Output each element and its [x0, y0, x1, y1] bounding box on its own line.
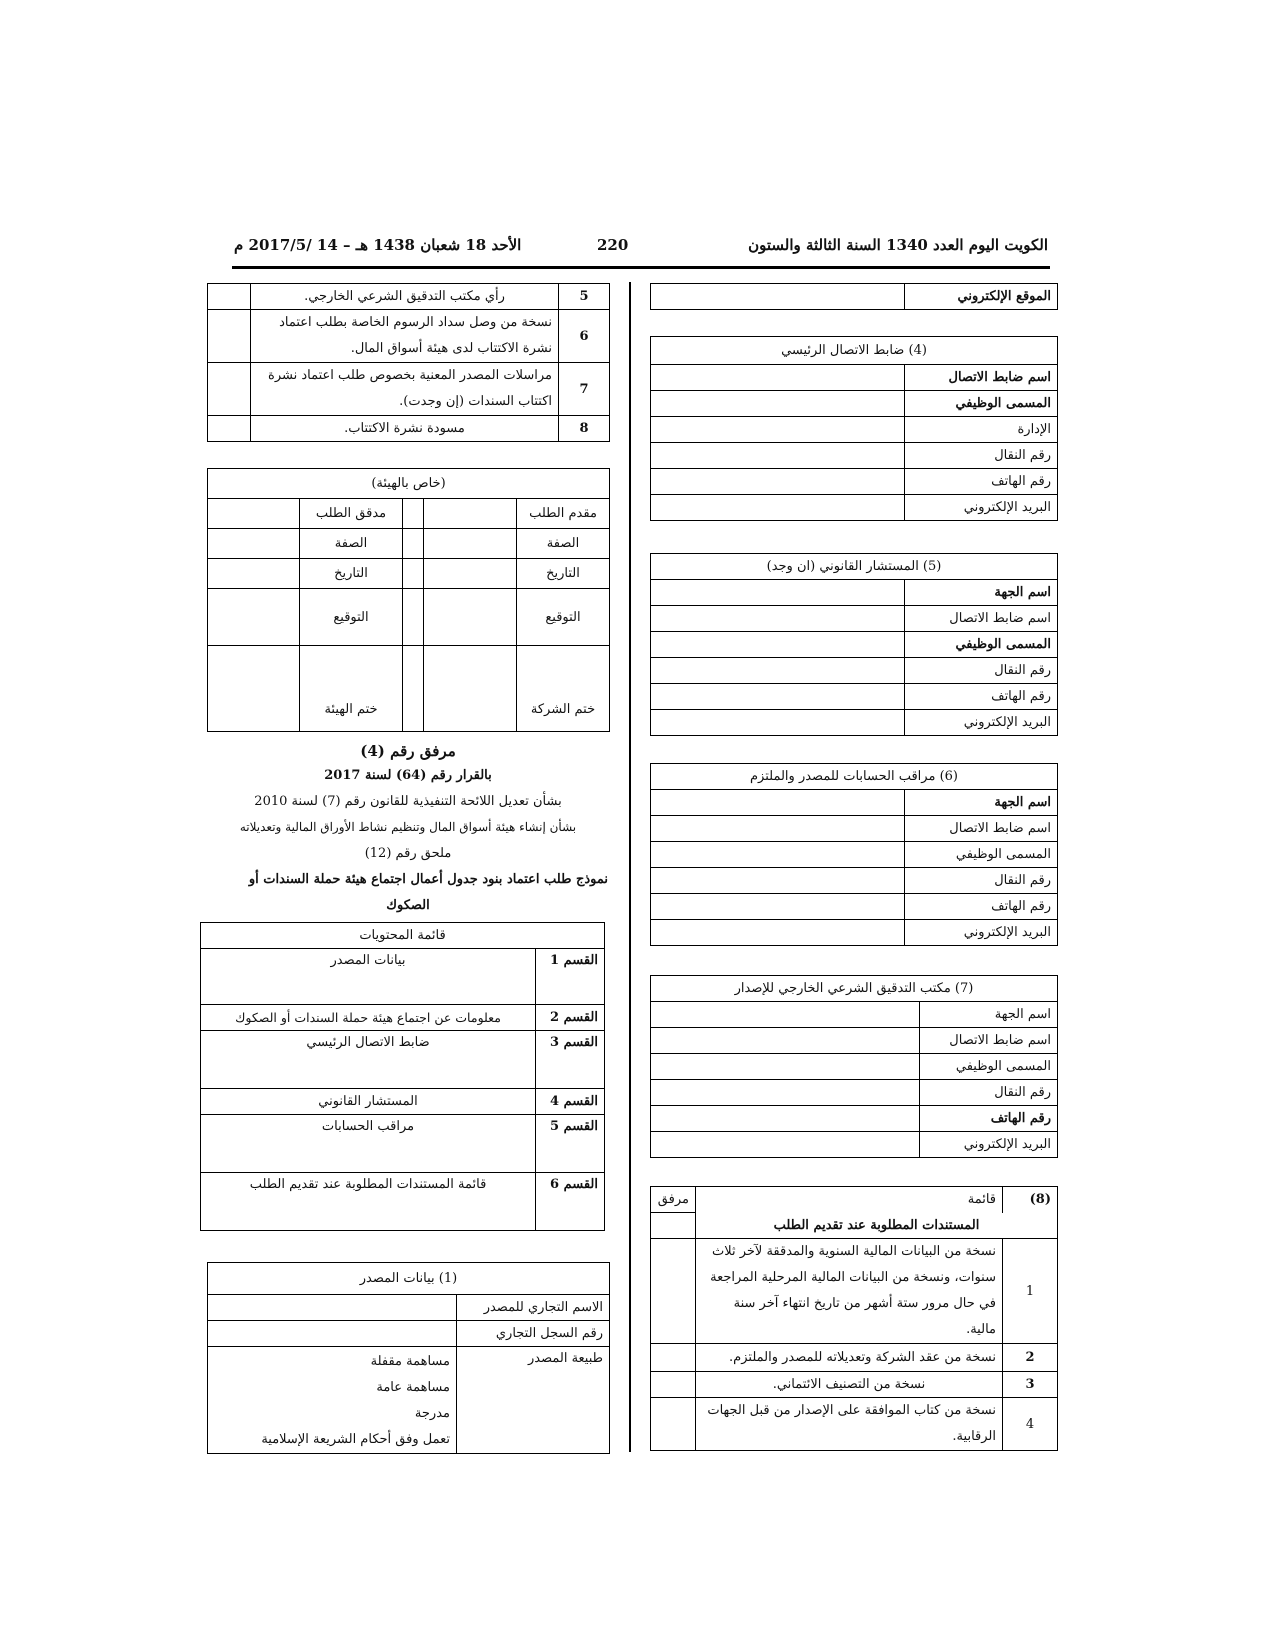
- website-table: [650, 283, 1058, 310]
- row-label: رقم الهاتف: [905, 469, 1058, 495]
- cr-number-label: رقم السجل التجاري: [457, 1321, 610, 1347]
- field-value[interactable]: [651, 790, 905, 816]
- field-value[interactable]: [651, 632, 905, 658]
- toc-section-number: القسم 3: [536, 1031, 605, 1089]
- row-label: المسمى الوظيفي: [905, 391, 1058, 417]
- section-1-table: [207, 1262, 610, 1454]
- field-value[interactable]: [651, 1080, 920, 1106]
- item-text: نسخة من عقد الشركة وتعديلاته للمصدر والملتزم.: [696, 1344, 1003, 1372]
- section-8-attach-label: مرفق: [651, 1187, 696, 1213]
- item-number: 3: [1003, 1372, 1058, 1398]
- toc-section-title[interactable]: بيانات المصدر: [201, 949, 536, 1005]
- auditor-label: مدقق الطلب: [300, 499, 403, 529]
- section-7-table: [650, 975, 1058, 1158]
- toc-section-title[interactable]: ضابط الاتصال الرئيسي: [201, 1031, 536, 1089]
- form-title: نموذج طلب اعتماد بنود جدول أعمال اجتماع هيئة حملة السندات أو: [248, 872, 608, 887]
- annex-decree: بالقرار رقم (64) لسنة 2017: [324, 768, 492, 783]
- field-value[interactable]: [651, 894, 905, 920]
- field-value[interactable]: [651, 606, 905, 632]
- capacity-value[interactable]: [208, 529, 300, 559]
- row-label: اسم ضابط الاتصال: [905, 606, 1058, 632]
- row-label: رقم الهاتف: [905, 894, 1058, 920]
- row-label: المسمى الوظيفي: [920, 1054, 1058, 1080]
- row-label: المسمى الوظيفي: [905, 632, 1058, 658]
- website-value[interactable]: [651, 284, 905, 310]
- toc-section-title[interactable]: مراقب الحسابات: [201, 1115, 536, 1173]
- section-5-table: [650, 553, 1058, 736]
- form-title-cont: الصكوك: [386, 898, 430, 913]
- section-8-number: (8): [1003, 1187, 1058, 1213]
- capacity-value[interactable]: [424, 529, 517, 559]
- date-value[interactable]: [208, 559, 300, 589]
- annex-amendment: بشأن تعديل اللائحة التنفيذية للقانون رقم (7) لسنة 2010: [254, 794, 562, 809]
- applicant-value[interactable]: [424, 499, 517, 529]
- field-value[interactable]: [651, 684, 905, 710]
- option-closed-shareholding[interactable]: مساهمة مقفلة: [370, 1354, 450, 1369]
- row-label: اسم ضابط الاتصال: [905, 365, 1058, 391]
- field-value[interactable]: [651, 658, 905, 684]
- capacity-label: الصفة: [300, 529, 403, 559]
- header-publication: الكويت اليوم العدد 1340 السنة الثالثة والستون: [748, 236, 1048, 254]
- attach-checkbox[interactable]: [208, 363, 251, 416]
- trade-name-label: الاسم التجاري للمصدر: [457, 1295, 610, 1321]
- row-label: رقم الهاتف: [905, 684, 1058, 710]
- item-text: مراسلات المصدر المعنية بخصوص طلب اعتماد نشرة اكتتاب السندات (إن وجدت).: [251, 363, 559, 416]
- item-number: 4: [1003, 1398, 1058, 1451]
- attach-checkbox[interactable]: [651, 1372, 696, 1398]
- item-number: 8: [559, 416, 610, 442]
- row-label: اسم الجهة: [905, 790, 1058, 816]
- authority-title: (خاص بالهيئة): [208, 469, 610, 499]
- section-6-title: (6) مراقب الحسابات للمصدر والملتزم: [651, 764, 1058, 790]
- section-8-title: المستندات المطلوبة عند تقديم الطلب: [696, 1213, 1058, 1239]
- annex-appendix: ملحق رقم (12): [364, 846, 452, 861]
- applicant-label: مقدم الطلب: [517, 499, 610, 529]
- item-number: 5: [559, 284, 610, 310]
- annex-title: مرفق رقم (4): [360, 742, 456, 760]
- row-label: اسم الجهة: [905, 580, 1058, 606]
- field-value[interactable]: [651, 365, 905, 391]
- section-1-title: (1) بيانات المصدر: [208, 1263, 610, 1295]
- field-value[interactable]: [651, 469, 905, 495]
- date-label: التاريخ: [517, 559, 610, 589]
- item-number: 2: [1003, 1344, 1058, 1372]
- toc-section-number: القسم 5: [536, 1115, 605, 1173]
- row-label: اسم الجهة: [920, 1002, 1058, 1028]
- row-label: اسم ضابط الاتصال: [920, 1028, 1058, 1054]
- page-header: [232, 232, 1050, 262]
- item-number: 1: [1003, 1239, 1058, 1344]
- attach-checkbox[interactable]: [208, 416, 251, 442]
- annex-establishment: بشأن إنشاء هيئة أسواق المال وتنظيم نشاط الأوراق المالية وتعديلاته: [239, 820, 577, 834]
- toc-section-title[interactable]: معلومات عن اجتماع هيئة حملة السندات أو الصكوك: [201, 1005, 536, 1031]
- row-label: رقم النقال: [905, 658, 1058, 684]
- item-number: 7: [559, 363, 610, 416]
- toc-section-number: القسم 1: [536, 949, 605, 1005]
- row-label: المسمى الوظيفي: [905, 842, 1058, 868]
- section-7-title: (7) مكتب التدقيق الشرعي الخارجي للإصدار: [651, 976, 1058, 1002]
- row-label: البريد الإلكتروني: [920, 1132, 1058, 1158]
- documents-continued-table: [207, 283, 610, 442]
- attach-checkbox[interactable]: [208, 310, 251, 363]
- field-value[interactable]: [651, 417, 905, 443]
- authority-stamp-value[interactable]: [208, 646, 300, 732]
- section-8-table: [650, 1186, 1058, 1451]
- field-value[interactable]: [651, 868, 905, 894]
- capacity-label: الصفة: [517, 529, 610, 559]
- toc-section-title[interactable]: المستشار القانوني: [201, 1089, 536, 1115]
- option-listed[interactable]: مدرجة: [414, 1406, 450, 1421]
- row-label: رقم الهاتف: [920, 1106, 1058, 1132]
- header-page-number: 220: [597, 236, 629, 254]
- authority-stamp-label: ختم الهيئة: [300, 646, 403, 732]
- field-value[interactable]: [651, 816, 905, 842]
- field-value[interactable]: [651, 1132, 920, 1158]
- row-label: رقم النقال: [905, 443, 1058, 469]
- signature-label: التوقيع: [300, 589, 403, 646]
- attach-checkbox[interactable]: [208, 284, 251, 310]
- nature-label: طبيعة المصدر: [457, 1347, 610, 1454]
- toc-section-number: القسم 6: [536, 1173, 605, 1231]
- toc-section-number: القسم 2: [536, 1005, 605, 1031]
- field-value[interactable]: [651, 495, 905, 521]
- field-value[interactable]: [651, 1002, 920, 1028]
- trade-name-value[interactable]: [208, 1295, 457, 1321]
- field-value[interactable]: [651, 1028, 920, 1054]
- company-stamp-label: ختم الشركة: [517, 646, 610, 732]
- field-value[interactable]: [651, 580, 905, 606]
- field-value[interactable]: [651, 842, 905, 868]
- signature-value[interactable]: [208, 589, 300, 646]
- item-text: نسخة من البيانات المالية السنوية والمدققة لآخر ثلاث سنوات، ونسخة من البيانات المالية المرحلية المراجعة في حال مرور ستة أشهر من تاريخ انتهاء آخر سنة مالية.: [696, 1239, 1003, 1344]
- header-rule: [232, 266, 1050, 269]
- nature-options: [208, 1347, 457, 1454]
- option-public-shareholding[interactable]: مساهمة عامة: [376, 1380, 450, 1395]
- field-value[interactable]: [651, 1106, 920, 1132]
- row-label: الإدارة: [905, 417, 1058, 443]
- toc-title: قائمة المحتويات: [201, 923, 605, 949]
- signature-label: التوقيع: [517, 589, 610, 646]
- signature-value[interactable]: [424, 589, 517, 646]
- section-4-table: [650, 336, 1058, 521]
- website-label: الموقع الإلكتروني: [905, 284, 1058, 310]
- section-8-list-label: قائمة: [696, 1187, 1003, 1213]
- attach-checkbox[interactable]: [651, 1344, 696, 1372]
- auditor-value[interactable]: [208, 499, 300, 529]
- field-value[interactable]: [651, 443, 905, 469]
- cr-number-value[interactable]: [208, 1321, 457, 1347]
- toc-table: [200, 922, 605, 1231]
- row-label: البريد الإلكتروني: [905, 920, 1058, 946]
- attach-checkbox[interactable]: [651, 1239, 696, 1344]
- item-number: 6: [559, 310, 610, 363]
- option-sharia-compliant[interactable]: تعمل وفق أحكام الشريعة الإسلامية: [261, 1432, 450, 1447]
- field-value[interactable]: [651, 920, 905, 946]
- attach-checkbox[interactable]: [651, 1398, 696, 1451]
- section-4-title: (4) ضابط الاتصال الرئيسي: [651, 337, 1058, 365]
- column-rule: [629, 282, 631, 1452]
- item-text: مسودة نشرة الاكتتاب.: [251, 416, 559, 442]
- item-text: نسخة من كتاب الموافقة على الإصدار من قبل الجهات الرقابية.: [696, 1398, 1003, 1451]
- section-6-table: [650, 763, 1058, 946]
- row-label: البريد الإلكتروني: [905, 495, 1058, 521]
- date-value[interactable]: [424, 559, 517, 589]
- toc-section-title[interactable]: قائمة المستندات المطلوبة عند تقديم الطلب: [201, 1173, 536, 1231]
- item-text: رأي مكتب التدقيق الشرعي الخارجي.: [251, 284, 559, 310]
- toc-section-number: القسم 4: [536, 1089, 605, 1115]
- item-text: نسخة من التصنيف الائتماني.: [696, 1372, 1003, 1398]
- authority-use-table: [207, 468, 610, 732]
- section-5-title: (5) المستشار القانوني (ان وجد): [651, 554, 1058, 580]
- row-label: اسم ضابط الاتصال: [905, 816, 1058, 842]
- row-label: رقم النقال: [920, 1080, 1058, 1106]
- header-date: الأحد 18 شعبان 1438 هـ – 14 /2017/5 م: [234, 236, 522, 254]
- field-value[interactable]: [651, 710, 905, 736]
- date-label: التاريخ: [300, 559, 403, 589]
- field-value[interactable]: [651, 1054, 920, 1080]
- field-value[interactable]: [651, 391, 905, 417]
- item-text: نسخة من وصل سداد الرسوم الخاصة بطلب اعتماد نشرة الاكتتاب لدى هيئة أسواق المال.: [251, 310, 559, 363]
- row-label: رقم النقال: [905, 868, 1058, 894]
- row-label: البريد الإلكتروني: [905, 710, 1058, 736]
- company-stamp-value[interactable]: [424, 646, 517, 732]
